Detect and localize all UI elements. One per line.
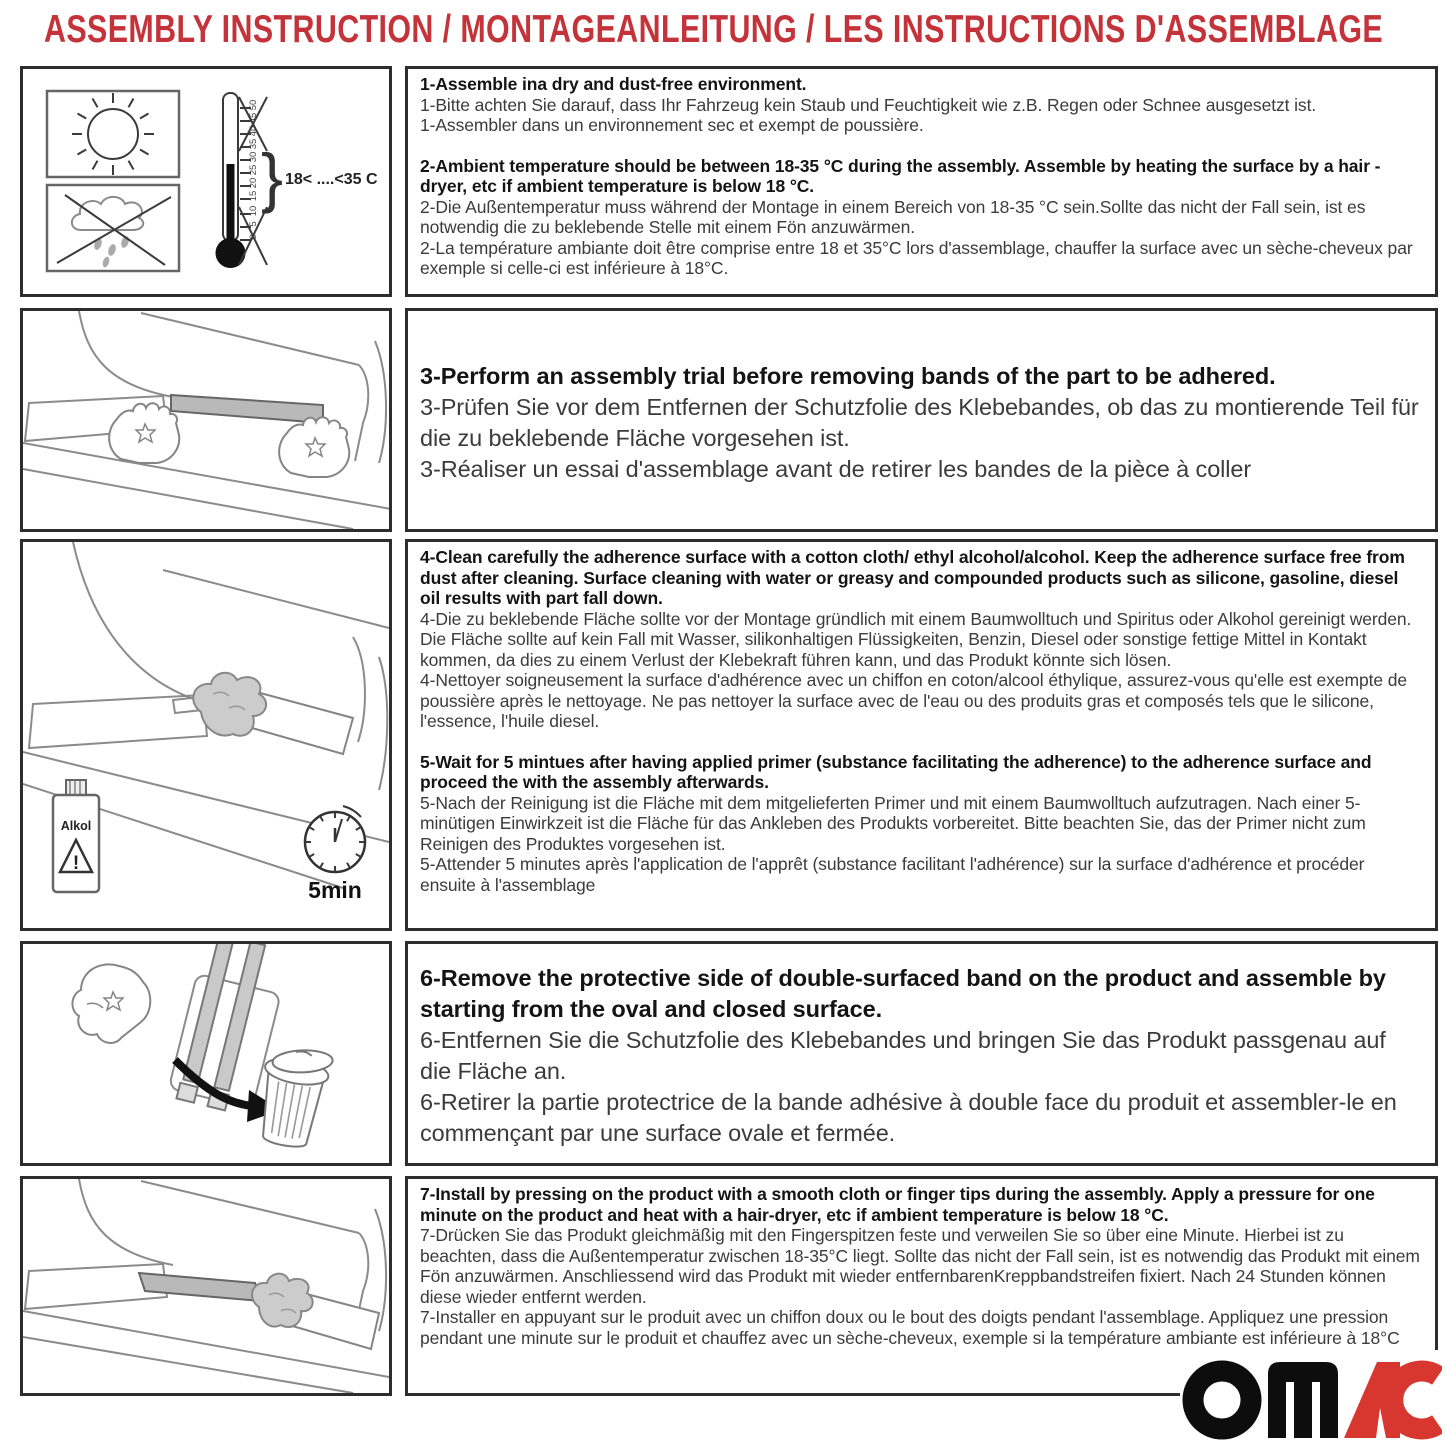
door-sill-trim-strip — [171, 395, 323, 423]
peel-bands-trash-icon — [23, 944, 389, 1163]
svg-text:5: 5 — [248, 221, 259, 227]
section-3-text — [405, 308, 1438, 532]
step-5-de: 5-Nach der Reinigung ist die Fläche mit dem mitgelieferten Primer und mit einem Baumwolltuch aufzutragen. Nach einer 5-minütigen Einwirkzeit ist die Fläche für das Ankleben des Produkts vorbereitet. Bitte beachten Sie, das der Primer nicht zum Reinigen des Produktes vorgesehen ist. — [420, 792, 1366, 854]
no-rain-icon — [47, 185, 179, 271]
step-4-fr: 4-Nettoyer soigneusement la surface d'adhérence avec un chiffon en coton/alcool éthylique, assurez-vous qu'elle est exempte de poussière après le nettoyage. Ne pas nettoyer la surface avec de l'eau ou des produits gras et composés tels que le silicone, l'essence, l'huile diesel. — [420, 670, 1408, 731]
step-3-de: 3-Prüfen Sie vor dem Entfernen der Schutzfolie des Klebebandes, ob das zu montierende Teil für die zu beklebende Fläche vorgesehen ist. — [420, 393, 1419, 451]
step-2-de: 2-Die Außentemperatur muss während der Montage in einem Bereich von 18-35 °C sein.Sollte das nicht der Fall sein, ist es notwendig die zu beklebende Stelle mit einem Fön anzuwärmen. — [420, 196, 1366, 237]
alcohol-bottle-icon — [53, 780, 99, 892]
clock-label: 5min — [308, 877, 362, 903]
illustration-environment-temperature — [20, 66, 392, 297]
step-6-de: 6-Entfernen Sie die Schutzfolie des Klebebandes und bringen Sie das Produkt passgenau auf die Fläche an. — [420, 1027, 1386, 1084]
sill-install-two-hands-icon — [23, 311, 389, 529]
svg-text:50: 50 — [248, 99, 259, 111]
svg-text:25: 25 — [248, 164, 259, 176]
illustration-remove-band — [20, 941, 392, 1166]
sun-icon — [47, 91, 179, 177]
press-cloth-icon — [23, 1179, 389, 1393]
svg-text:20: 20 — [248, 177, 259, 189]
svg-text:35: 35 — [248, 138, 259, 150]
svg-text:10: 10 — [248, 205, 259, 217]
step-5-fr: 5-Attender 5 minutes après l'application de l'apprêt (substance facilitant l'adhérence) sur la surface d'adhérence et procéder ensuite à l'assemblage — [420, 854, 1365, 895]
svg-text:!: ! — [72, 853, 80, 874]
illustration-clean-surface — [20, 539, 392, 931]
environment-temperature-drawing — [23, 69, 389, 294]
cleaning-cloth-icon — [23, 542, 389, 928]
logo-letter-c — [1393, 1371, 1438, 1429]
logo-letter-m — [1268, 1362, 1338, 1438]
temperature-range-label: 18< ....<35 C — [285, 171, 378, 188]
step-7-fr: 7-Installer en appuyant sur le produit avec un chiffon doux ou le bout des doigts pendant l'assemblage. Appliquez une pression pendant une minute sur le produit et chauffez avec un sèche-cheveux, exemple si la température ambiante est inférieure à 18°C — [420, 1307, 1400, 1348]
step-7-en: 7-Install by pressing on the product with a smooth cloth or finger tips during the assembly. Apply a pressure for one minute on the product and heat with a hair-dryer, etc if ambient temperature is below 18 °C. — [420, 1184, 1375, 1225]
step-7-de: 7-Drücken Sie das Produkt gleichmäßig mit den Fingerspitzen feste und verweilen Sie so über eine Minute. Hierbei ist zu beachten, dass die Außentemperatur zwischen 18-35°C liegt. Sollte das nicht der Fall sein, ist es notwendig das Produkt mit einem Fön anzuwärmen. Anschliessend wird das Produkt mit wieder entfernbarenKreppbandstreifen fixiert. Nach 24 Stunden können diese wieder entfernt werden. — [420, 1225, 1420, 1307]
svg-text:15: 15 — [248, 190, 259, 202]
svg-text:30: 30 — [248, 151, 259, 163]
peeling-hand — [72, 964, 150, 1042]
step-4-en: 4-Clean carefully the adherence surface with a cotton cloth/ ethyl alcohol/alcohol. Keep the adherence surface free from dust after cleaning. Surface cleaning with water or greasy and compounded products such as silicone, gasoline, diesel oil results with part fall down. — [420, 547, 1405, 608]
illustration-assembly-trial — [20, 308, 392, 532]
step-1-fr: 1-Assembler dans un environnement sec et exempt de poussière. — [420, 115, 924, 135]
svg-text:45: 45 — [248, 112, 259, 124]
right-hand — [279, 417, 349, 477]
section-4-5-text — [405, 539, 1438, 931]
left-hand — [109, 403, 179, 463]
pressing-hand-with-cloth — [252, 1274, 379, 1349]
omac-logo — [1180, 1350, 1442, 1445]
illustration-press-product — [20, 1176, 392, 1396]
svg-text:0: 0 — [248, 234, 259, 240]
section-1-2-text — [405, 66, 1438, 297]
step-1-de: 1-Bitte achten Sie darauf, dass Ihr Fahrzeug kein Staub und Feuchtigkeit wie z.B. Regen oder Schnee ausgesetzt ist. — [420, 94, 1317, 115]
step-2-en: 2-Ambient temperature should be between 18-35 °C during the assembly. Assemble by heating the surface by a hair -dryer, etc if ambient temperature is below 18 °C. — [420, 155, 1381, 196]
range-brace: } — [261, 140, 284, 214]
step-5-en: 5-Wait for 5 mintues after having applied primer (substance facilitating the adherence) to the adherence surface and proceed the with the assembly afterwards. — [420, 751, 1372, 792]
section-6-text — [405, 941, 1438, 1166]
step-6-fr: 6-Retirer la partie protectrice de la bande adhésive à double face du produit et assembler-le en commençant par une surface ovale et fermée. — [420, 1089, 1397, 1146]
svg-text:40: 40 — [248, 125, 259, 137]
step-4-de: 4-Die zu beklebende Fläche sollte vor der Montage gründlich mit einem Baumwolltuch und Spiritus oder Alkohol gereinigt werden. Die Fläche sollte auf kein Fall mit Wasser, silikonhaltigen Flüssigkeiten, Benzin, Diesel oder sonstige fettige Mittel in Kontakt kommen, da dies zu einem Verlust der Klebekraft führen kann, und das Produkt könnte sich lösen. — [420, 608, 1412, 670]
step-3-fr: 3-Réaliser un essai d'assemblage avant de retirer les bandes de la pièce à coller — [420, 455, 1252, 482]
installed-trim-strip — [139, 1273, 261, 1301]
logo-letter-o — [1193, 1371, 1251, 1429]
step-1-en: 1-Assemble ina dry and dust-free environment. — [420, 74, 807, 94]
page-title: ASSEMBLY INSTRUCTION / MONTAGEANLEITUNG / LES INSTRUCTIONS D'ASSEMBLAGE — [44, 8, 1384, 51]
step-3-en: 3-Perform an assembly trial before removing bands of the part to be adhered. — [420, 362, 1276, 389]
clock-icon — [305, 806, 365, 903]
wiping-hand-with-cloth — [193, 673, 353, 754]
thermometer-icon — [216, 93, 378, 268]
step-6-en: 6-Remove the protective side of double-surfaced band on the product and assemble by starting from the oval and closed surface. — [420, 965, 1386, 1022]
step-2-fr: 2-La température ambiante doit être comprise entre 18 et 35°C lors d'assemblage, chauffer la surface avec un sèche-cheveux par exemple si celle-ci est inférieure à 18°C. — [420, 237, 1413, 278]
bottle-label: Alkol — [60, 819, 92, 833]
